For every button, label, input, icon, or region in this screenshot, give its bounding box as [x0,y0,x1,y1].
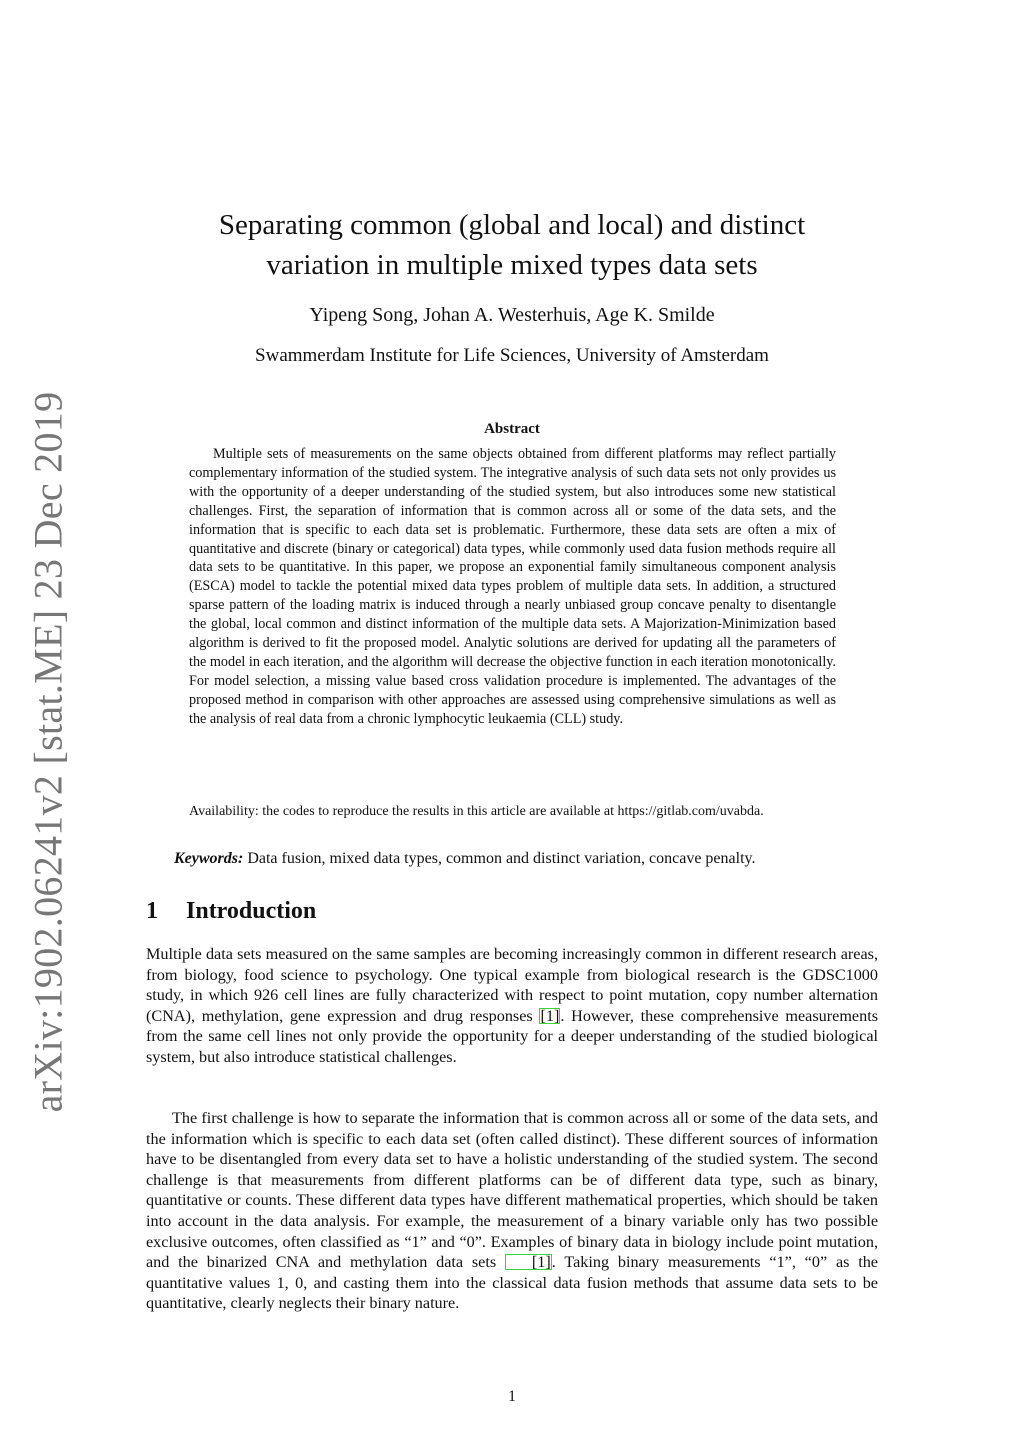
para2-text-a: The first challenge is how to separate the information that is common across all or some of the data sets, and the information which is specific to each data set (often called distinct). These different sources of information have to be disentangled from every data set to have a holistic understanding of the studied system. The second challenge is that measurements from different platforms can be of different data type, such as binary, quantitative or counts. These different data types have different mathematical properties, which should be taken into account in the data analysis. For example, the measurement of a binary variable only has two possible exclusive outcomes, often classified as “1” and “0”. Examples of binary data in biology include point mutation, and the binarized CNA and methylation data sets [146,1109,878,1272]
citation-link[interactable]: [1] [540,1006,560,1025]
paper-title [0,205,1024,285]
authors: Yipeng Song, Johan A. Westerhuis, Age K. Smilde [309,304,715,326]
abstract-heading: Abstract [484,421,540,437]
section-number: 1 [146,898,158,924]
availability-note: Availability: the codes to reproduce the results in this article are available at https://gitlab.com/uvabda. [189,804,764,819]
section-heading [146,898,316,925]
para2-text-b: . Taking binary measurements “1”, “0” as the quantitative values 1, 0, and casting them into the classical data fusion methods that assume data sets to be quantitative, clearly neglects their binary nature. [146,1253,878,1313]
intro-paragraph-1 [146,944,878,1068]
para1-text-a: Multiple data sets measured on the same samples are becoming increasingly common in different research areas, from biology, food science to psychology. One typical example from biological research is the GDSC1000 study, in which 926 cell lines are fully characterized with respect to point mutation, copy number alternation (CNA), methylation, gene expression and drug responses [146,945,878,1025]
keywords-text: Data fusion, mixed data types, common and distinct variation, concave penalty. [247,850,756,867]
intro-paragraph-2 [146,1108,878,1314]
title-line-2: variation in multiple mixed types data sets [266,249,758,281]
para1-text-b: . However, these comprehensive measurements from the same cell lines not only provide the opportunity for a deeper understanding of the studied biological system, but also introduce statistical challenges. [146,1006,878,1066]
affiliation: Swammerdam Institute for Life Sciences, University of Amsterdam [255,345,769,366]
title-line-1: Separating common (global and local) and distinct [218,209,806,241]
citation-link[interactable]: [1] [505,1254,552,1270]
abstract-body: Multiple sets of measurements on the same objects obtained from different platforms may reflect partially complementary information of the studied system. The integrative analysis of such data sets not only provides us with the opportunity of a deeper understanding of the studied system, but also introduces some new statistical challenges. First, the separation of information that is common across all or some of the data sets, and the information that is specific to each data set is problematic. Furthermore, these data sets are often a mix of quantitative and discrete (binary or categorical) data types, while commonly used data fusion methods require all data sets to be quantitative. In this paper, we propose an exponential family simultaneous component analysis (ESCA) model to tackle the potential mixed data types problem of multiple data sets. In addition, a structured sparse pattern of the loading matrix is induced through a nearly unbiased group concave penalty to disentangle the global, local common and distinct information of the multiple data sets. A Majorization-Minimization based algorithm is derived to fit the proposed model. Analytic solutions are derived for updating all the parameters of the model in each iteration, and the algorithm will decrease the objective function in each iteration monotonically. For model selection, a missing value based cross validation procedure is implemented. The advantages of the proposed method in comparison with other approaches are assessed using comprehensive simulations as well as the analysis of real data from a chronic lymphocytic leukaemia (CLL) study. [189,446,836,727]
arxiv-identifier: arXiv:1902.06241v2 [stat.ME] 23 Dec 2019 [25,391,71,1113]
section-title: Introduction [186,898,317,924]
keywords-label: Keywords: [174,850,244,867]
keywords [174,850,755,868]
page-number: 1 [508,1388,516,1405]
